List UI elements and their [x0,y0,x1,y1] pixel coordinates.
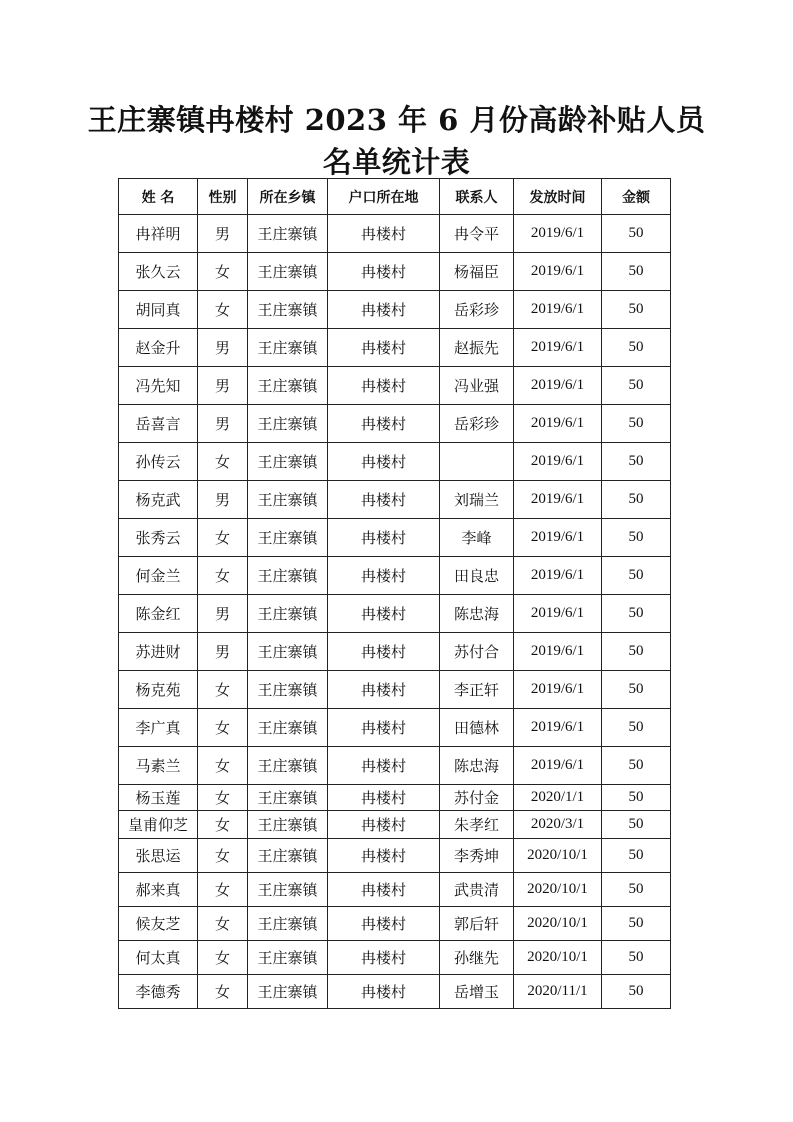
cell-name: 杨克武 [119,481,198,519]
cell-gender: 男 [198,215,248,253]
cell-name: 杨克苑 [119,671,198,709]
table-row [119,595,671,633]
table-row [119,811,671,839]
header-amount: 金额 [602,179,671,215]
cell-household-location: 冉楼村 [328,215,440,253]
cell-amount: 50 [602,633,671,671]
cell-issue-date: 2019/6/1 [514,215,602,253]
cell-issue-date: 2020/10/1 [514,873,602,907]
cell-household-location: 冉楼村 [328,811,440,839]
cell-gender: 男 [198,367,248,405]
cell-name: 马素兰 [119,747,198,785]
table-body [119,215,671,1009]
cell-gender: 男 [198,633,248,671]
cell-household-location: 冉楼村 [328,329,440,367]
cell-contact: 赵振先 [440,329,514,367]
cell-household-location: 冉楼村 [328,975,440,1009]
header-issue-date: 发放时间 [514,179,602,215]
cell-gender: 女 [198,253,248,291]
cell-issue-date: 2019/6/1 [514,405,602,443]
cell-household-location: 冉楼村 [328,873,440,907]
cell-gender: 女 [198,785,248,811]
cell-contact: 陈忠海 [440,747,514,785]
cell-household-location: 冉楼村 [328,405,440,443]
cell-contact: 武贵清 [440,873,514,907]
cell-town: 王庄寨镇 [248,329,328,367]
cell-name: 岳喜言 [119,405,198,443]
cell-household-location: 冉楼村 [328,785,440,811]
cell-household-location: 冉楼村 [328,839,440,873]
cell-contact: 岳彩珍 [440,405,514,443]
cell-contact: 冉令平 [440,215,514,253]
cell-town: 王庄寨镇 [248,839,328,873]
cell-gender: 女 [198,557,248,595]
cell-contact [440,443,514,481]
cell-issue-date: 2020/3/1 [514,811,602,839]
cell-issue-date: 2019/6/1 [514,671,602,709]
cell-contact: 李正轩 [440,671,514,709]
cell-name: 张思运 [119,839,198,873]
cell-town: 王庄寨镇 [248,291,328,329]
cell-name: 张秀云 [119,519,198,557]
cell-amount: 50 [602,747,671,785]
cell-contact: 苏付合 [440,633,514,671]
cell-contact: 刘瑞兰 [440,481,514,519]
cell-town: 王庄寨镇 [248,671,328,709]
header-town: 所在乡镇 [248,179,328,215]
cell-contact: 苏付金 [440,785,514,811]
table-row [119,329,671,367]
cell-household-location: 冉楼村 [328,671,440,709]
cell-gender: 女 [198,671,248,709]
cell-amount: 50 [602,671,671,709]
cell-contact: 岳增玉 [440,975,514,1009]
cell-contact: 朱孝红 [440,811,514,839]
cell-gender: 女 [198,941,248,975]
cell-town: 王庄寨镇 [248,907,328,941]
cell-amount: 50 [602,215,671,253]
table-row [119,253,671,291]
table-row [119,633,671,671]
cell-issue-date: 2019/6/1 [514,481,602,519]
cell-town: 王庄寨镇 [248,595,328,633]
cell-household-location: 冉楼村 [328,519,440,557]
cell-issue-date: 2020/10/1 [514,941,602,975]
cell-gender: 男 [198,595,248,633]
cell-name: 苏进财 [119,633,198,671]
cell-name: 杨玉莲 [119,785,198,811]
cell-contact: 郭后轩 [440,907,514,941]
cell-issue-date: 2020/10/1 [514,839,602,873]
table-row [119,443,671,481]
cell-household-location: 冉楼村 [328,595,440,633]
cell-amount: 50 [602,873,671,907]
cell-name: 赵金升 [119,329,198,367]
cell-town: 王庄寨镇 [248,785,328,811]
cell-amount: 50 [602,785,671,811]
table-header-row [119,179,671,215]
cell-household-location: 冉楼村 [328,481,440,519]
cell-town: 王庄寨镇 [248,253,328,291]
cell-household-location: 冉楼村 [328,557,440,595]
cell-amount: 50 [602,367,671,405]
cell-town: 王庄寨镇 [248,215,328,253]
cell-town: 王庄寨镇 [248,709,328,747]
cell-town: 王庄寨镇 [248,975,328,1009]
cell-gender: 女 [198,907,248,941]
cell-amount: 50 [602,941,671,975]
cell-town: 王庄寨镇 [248,747,328,785]
cell-contact: 陈忠海 [440,595,514,633]
table-row [119,671,671,709]
cell-household-location: 冉楼村 [328,907,440,941]
cell-gender: 女 [198,811,248,839]
cell-contact: 杨福臣 [440,253,514,291]
cell-issue-date: 2019/6/1 [514,557,602,595]
cell-amount: 50 [602,595,671,633]
cell-town: 王庄寨镇 [248,941,328,975]
cell-name: 何金兰 [119,557,198,595]
table-row [119,873,671,907]
cell-amount: 50 [602,709,671,747]
cell-gender: 男 [198,405,248,443]
cell-gender: 女 [198,975,248,1009]
cell-name: 冉祥明 [119,215,198,253]
cell-household-location: 冉楼村 [328,941,440,975]
cell-issue-date: 2019/6/1 [514,595,602,633]
cell-town: 王庄寨镇 [248,873,328,907]
cell-gender: 女 [198,747,248,785]
table-row [119,405,671,443]
document-title-line-1: 王庄寨镇冉楼村 2023 年 6 月份高龄补贴人员 [87,103,706,137]
cell-gender: 女 [198,291,248,329]
cell-town: 王庄寨镇 [248,443,328,481]
cell-name: 张久云 [119,253,198,291]
cell-contact: 田良忠 [440,557,514,595]
cell-household-location: 冉楼村 [328,633,440,671]
table-row [119,557,671,595]
cell-household-location: 冉楼村 [328,253,440,291]
cell-amount: 50 [602,811,671,839]
cell-household-location: 冉楼村 [328,709,440,747]
header-contact: 联系人 [440,179,514,215]
header-household-location: 户口所在地 [328,179,440,215]
cell-household-location: 冉楼村 [328,443,440,481]
cell-amount: 50 [602,481,671,519]
cell-town: 王庄寨镇 [248,633,328,671]
cell-contact: 李峰 [440,519,514,557]
cell-gender: 女 [198,873,248,907]
cell-name: 孙传云 [119,443,198,481]
table-row [119,747,671,785]
table-row [119,215,671,253]
cell-amount: 50 [602,291,671,329]
table-row [119,367,671,405]
cell-issue-date: 2019/6/1 [514,253,602,291]
cell-contact: 冯业强 [440,367,514,405]
cell-name: 冯先知 [119,367,198,405]
cell-amount: 50 [602,329,671,367]
table-row [119,839,671,873]
cell-name: 李德秀 [119,975,198,1009]
cell-issue-date: 2019/6/1 [514,329,602,367]
cell-household-location: 冉楼村 [328,291,440,329]
cell-town: 王庄寨镇 [248,367,328,405]
cell-issue-date: 2019/6/1 [514,633,602,671]
cell-amount: 50 [602,405,671,443]
table-row [119,785,671,811]
cell-town: 王庄寨镇 [248,811,328,839]
cell-contact: 岳彩珍 [440,291,514,329]
cell-town: 王庄寨镇 [248,557,328,595]
cell-name: 陈金红 [119,595,198,633]
table-row [119,481,671,519]
cell-issue-date: 2019/6/1 [514,291,602,329]
table-row [119,907,671,941]
cell-issue-date: 2019/6/1 [514,519,602,557]
cell-name: 皇甫仰芝 [119,811,198,839]
cell-amount: 50 [602,443,671,481]
cell-contact: 李秀坤 [440,839,514,873]
cell-issue-date: 2019/6/1 [514,367,602,405]
header-name: 姓 名 [119,179,198,215]
cell-gender: 女 [198,839,248,873]
cell-town: 王庄寨镇 [248,481,328,519]
cell-name: 何太真 [119,941,198,975]
cell-gender: 女 [198,519,248,557]
cell-amount: 50 [602,839,671,873]
table-row [119,975,671,1009]
cell-name: 李广真 [119,709,198,747]
cell-contact: 孙继先 [440,941,514,975]
table-row [119,941,671,975]
cell-name: 候友芝 [119,907,198,941]
table-row [119,519,671,557]
header-gender: 性别 [198,179,248,215]
cell-issue-date: 2020/11/1 [514,975,602,1009]
cell-name: 郝来真 [119,873,198,907]
table-row [119,291,671,329]
cell-issue-date: 2019/6/1 [514,443,602,481]
cell-town: 王庄寨镇 [248,519,328,557]
cell-gender: 女 [198,443,248,481]
cell-gender: 男 [198,481,248,519]
cell-issue-date: 2019/6/1 [514,709,602,747]
cell-gender: 女 [198,709,248,747]
cell-household-location: 冉楼村 [328,747,440,785]
cell-amount: 50 [602,519,671,557]
cell-issue-date: 2020/10/1 [514,907,602,941]
document-title-line-2: 名单统计表 [322,145,471,179]
cell-amount: 50 [602,557,671,595]
cell-amount: 50 [602,253,671,291]
table-row [119,709,671,747]
cell-name: 胡同真 [119,291,198,329]
subsidy-table [118,178,671,1009]
cell-issue-date: 2019/6/1 [514,747,602,785]
cell-amount: 50 [602,975,671,1009]
cell-issue-date: 2020/1/1 [514,785,602,811]
cell-amount: 50 [602,907,671,941]
cell-household-location: 冉楼村 [328,367,440,405]
cell-gender: 男 [198,329,248,367]
cell-contact: 田德林 [440,709,514,747]
cell-town: 王庄寨镇 [248,405,328,443]
